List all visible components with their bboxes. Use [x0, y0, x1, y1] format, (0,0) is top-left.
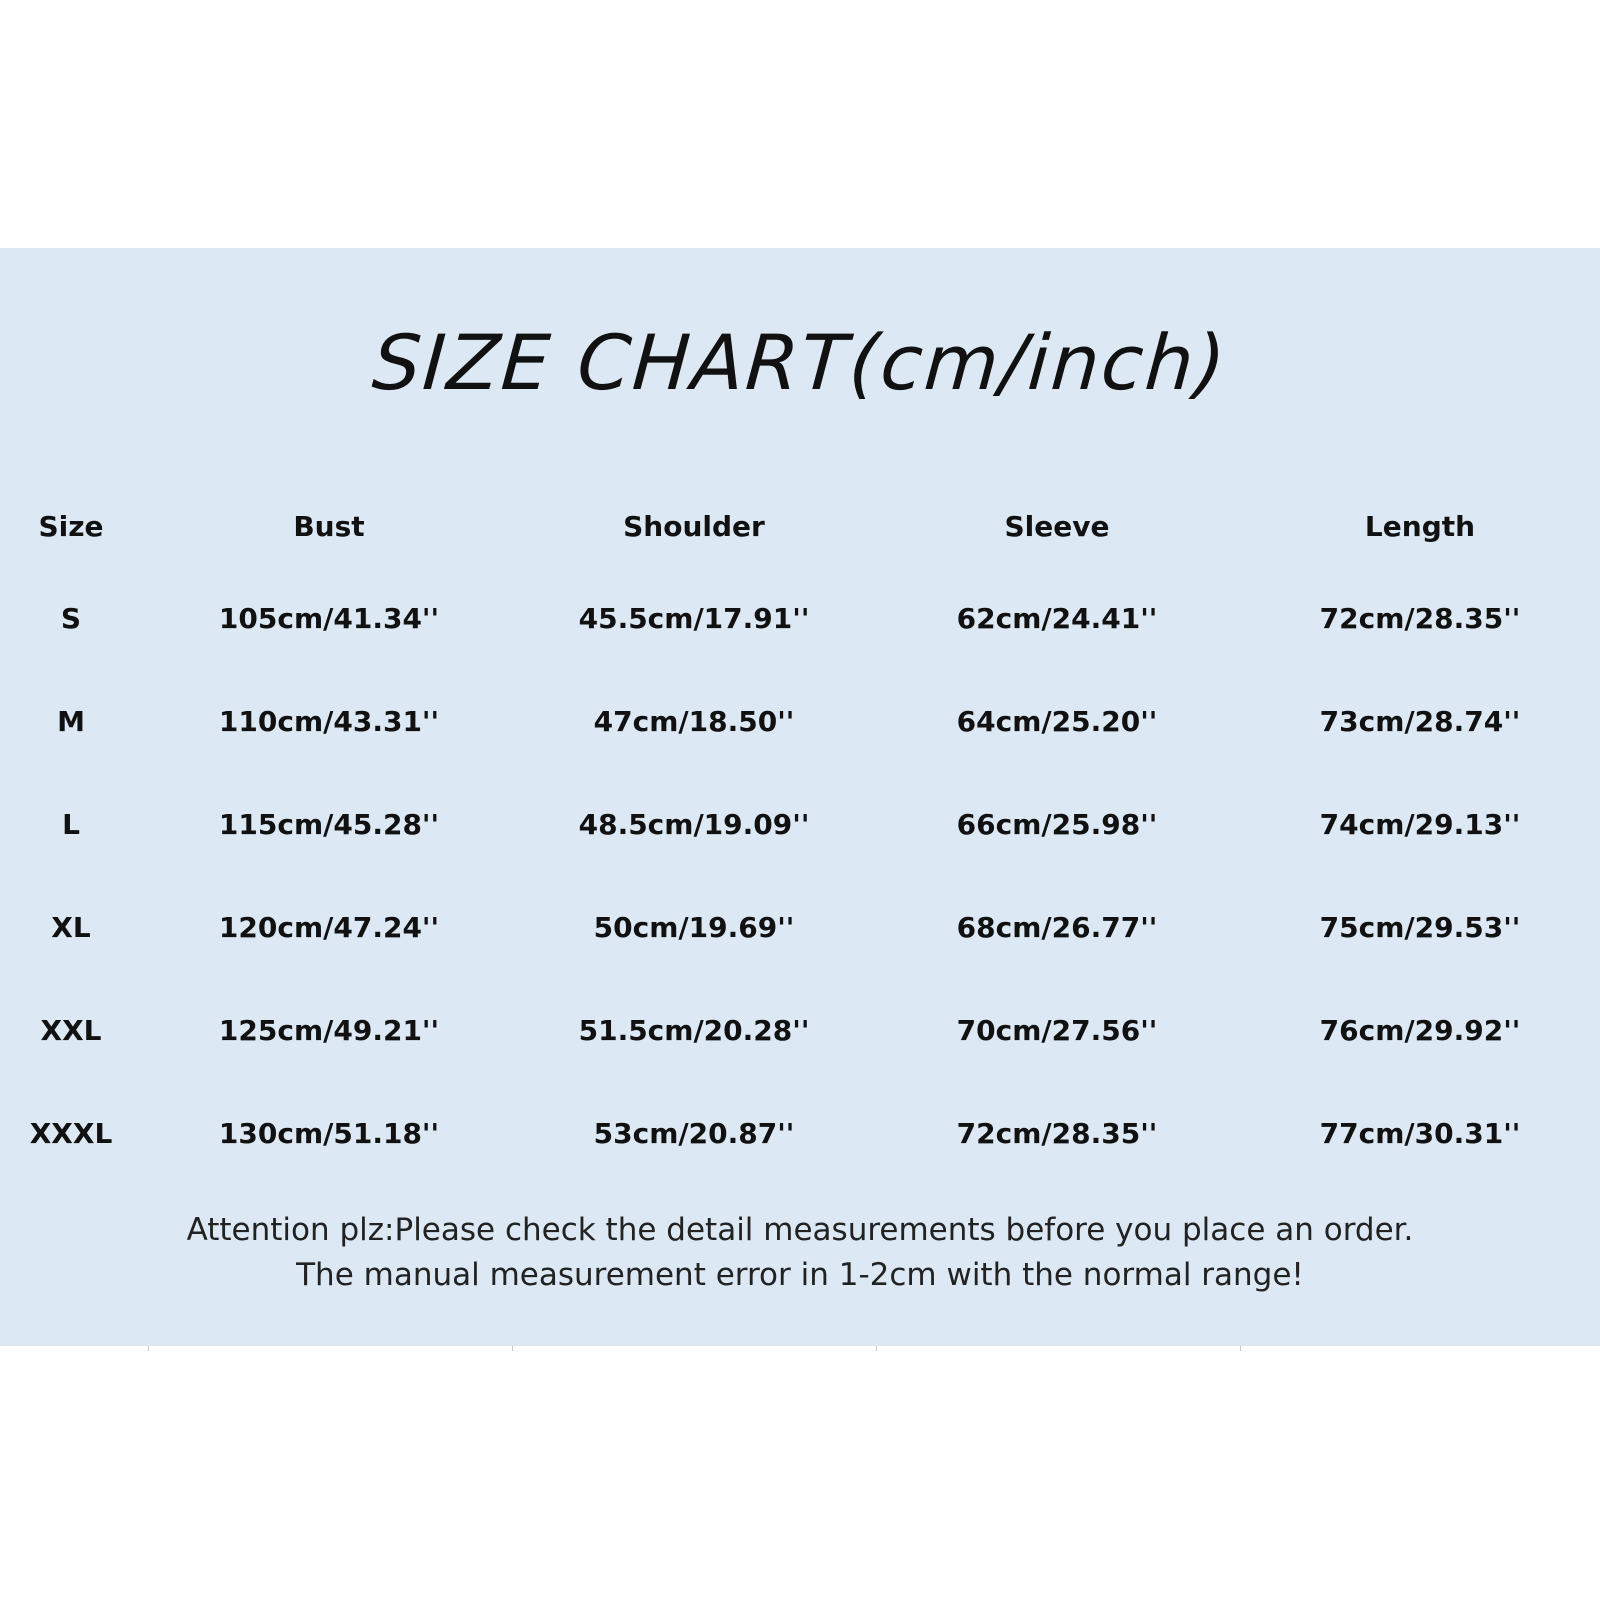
table-row [0, 808, 1600, 911]
cell-bust: 125cm/49.21'' [218, 1014, 440, 1047]
cell-shoulder: 51.5cm/20.28'' [578, 1014, 810, 1047]
table-row [0, 911, 1600, 1014]
cell-length: 74cm/29.13'' [1319, 808, 1521, 841]
size-table [0, 510, 1600, 1220]
table-row [0, 1117, 1600, 1220]
header-bust: Bust [293, 510, 365, 543]
header-length: Length [1364, 510, 1476, 543]
cell-bust: 120cm/47.24'' [218, 911, 440, 944]
cell-size: S [60, 602, 82, 635]
tick-mark [512, 1346, 513, 1351]
cell-shoulder: 53cm/20.87'' [593, 1117, 795, 1150]
cell-sleeve: 64cm/25.20'' [956, 705, 1158, 738]
note-line-2: The manual measurement error in 1-2cm with the normal range! [296, 1257, 1304, 1293]
cell-sleeve: 70cm/27.56'' [956, 1014, 1158, 1047]
cell-length: 72cm/28.35'' [1319, 602, 1521, 635]
cell-size: M [57, 705, 85, 738]
measurement-notes [0, 1208, 1600, 1298]
cell-shoulder: 45.5cm/17.91'' [578, 602, 810, 635]
cell-size: L [62, 808, 80, 841]
cell-size: XXL [40, 1014, 102, 1047]
cell-sleeve: 72cm/28.35'' [956, 1117, 1158, 1150]
cell-length: 76cm/29.92'' [1319, 1014, 1521, 1047]
tick-mark [876, 1346, 877, 1351]
tick-mark [1240, 1346, 1241, 1351]
header-shoulder: Shoulder [623, 510, 765, 543]
cell-length: 77cm/30.31'' [1319, 1117, 1521, 1150]
cell-length: 75cm/29.53'' [1319, 911, 1521, 944]
cell-bust: 130cm/51.18'' [218, 1117, 440, 1150]
cell-sleeve: 62cm/24.41'' [956, 602, 1158, 635]
cell-size: XL [51, 911, 91, 944]
cell-shoulder: 48.5cm/19.09'' [578, 808, 810, 841]
table-header-row [0, 510, 1600, 602]
table-row [0, 1014, 1600, 1117]
table-row [0, 602, 1600, 705]
cell-length: 73cm/28.74'' [1319, 705, 1521, 738]
cell-sleeve: 68cm/26.77'' [956, 911, 1158, 944]
size-chart-panel [0, 248, 1600, 1346]
note-line-1: Attention plz:Please check the detail measurements before you place an order. [186, 1212, 1414, 1248]
table-row [0, 705, 1600, 808]
tick-mark [148, 1346, 149, 1351]
cell-bust: 105cm/41.34'' [218, 602, 440, 635]
cell-bust: 115cm/45.28'' [218, 808, 440, 841]
bottom-tick-marks [0, 1346, 1600, 1352]
size-chart-title: SIZE CHART(cm/inch) [369, 318, 1231, 407]
header-sleeve: Sleeve [1004, 510, 1110, 543]
cell-size: XXXL [29, 1117, 113, 1150]
cell-bust: 110cm/43.31'' [218, 705, 440, 738]
header-size: Size [38, 510, 104, 543]
cell-shoulder: 50cm/19.69'' [593, 911, 795, 944]
cell-shoulder: 47cm/18.50'' [593, 705, 795, 738]
cell-sleeve: 66cm/25.98'' [956, 808, 1158, 841]
